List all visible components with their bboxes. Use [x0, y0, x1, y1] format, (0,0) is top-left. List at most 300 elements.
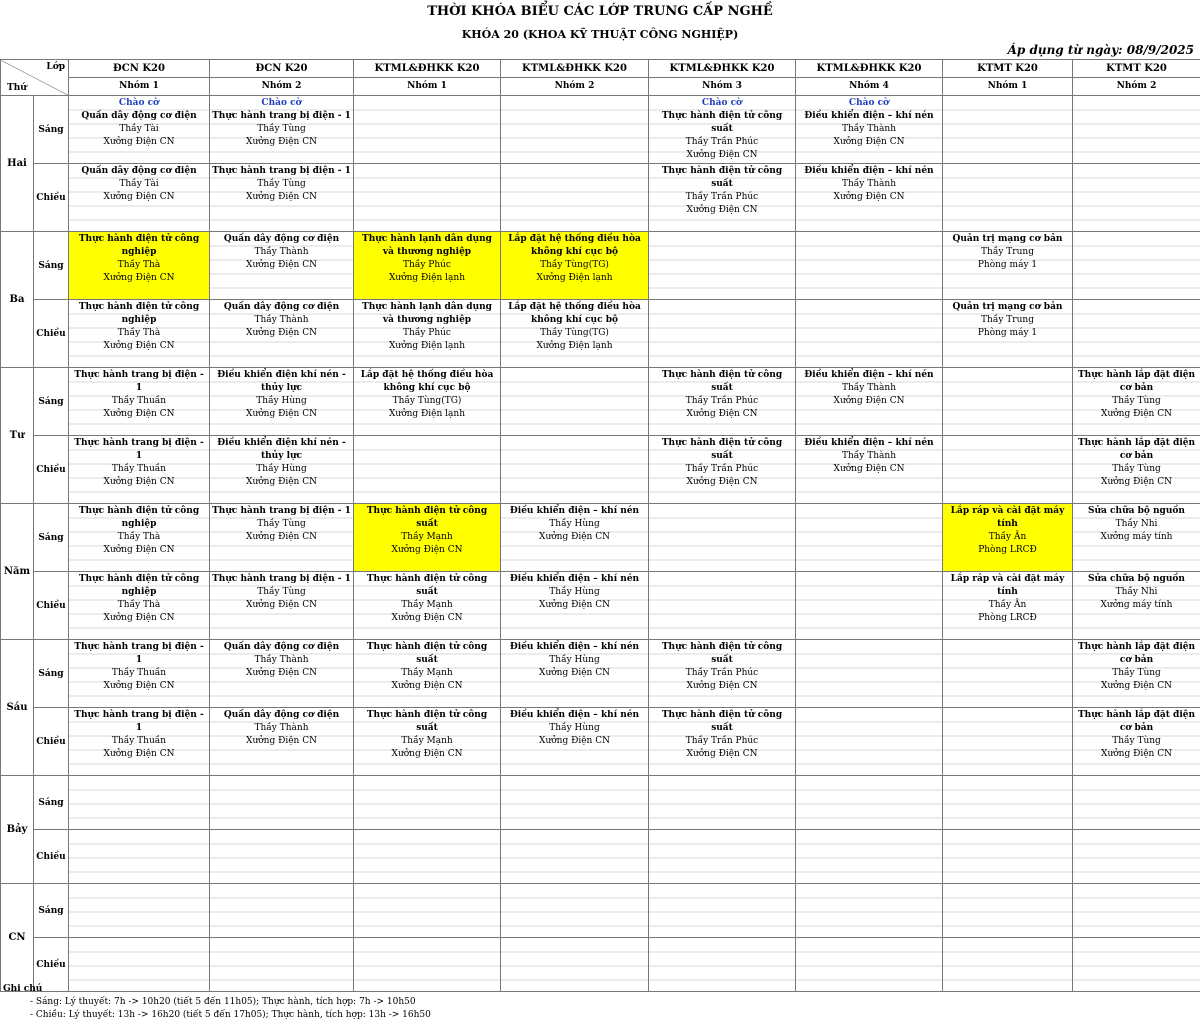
- class-slot: [354, 368, 501, 436]
- teacher-name: Thầy Hùng: [549, 655, 600, 665]
- empty-slot: [1073, 232, 1200, 300]
- class-slot: [943, 300, 1073, 368]
- subject-name: Điều khiển điện – khí nén: [804, 438, 934, 448]
- empty-slot: [1073, 776, 1200, 830]
- empty-slot: [1073, 300, 1200, 368]
- session-row: [1, 164, 1200, 232]
- class-slot: [501, 640, 649, 708]
- teacher-name: Thầy Thành: [254, 247, 309, 257]
- class-group-header: Nhóm 2: [501, 78, 649, 96]
- class-slot: [210, 572, 354, 640]
- subject-name: Sửa chữa bộ nguồn: [1088, 506, 1185, 516]
- room-name: Xưởng Điện CN: [103, 681, 175, 691]
- session-row: [1, 96, 1200, 164]
- subject-name: Thực hành điện tử công nghiệp: [78, 302, 200, 325]
- empty-slot: [649, 232, 796, 300]
- class-slot: [649, 436, 796, 504]
- session-label: Sáng: [34, 232, 69, 300]
- empty-slot: [210, 830, 354, 884]
- class-slot: [210, 96, 354, 164]
- class-slot: [354, 300, 501, 368]
- empty-slot: [943, 96, 1073, 164]
- class-slot: [210, 164, 354, 232]
- corner-thu-label: Thứ: [7, 83, 27, 93]
- room-name: Xưởng Điện CN: [1101, 681, 1172, 691]
- room-name: Xưởng Điện CN: [103, 409, 175, 419]
- subject-name: Quấn dây động cơ điện: [223, 234, 340, 244]
- empty-slot: [796, 708, 943, 776]
- room-name: Xưởng Điện CN: [539, 600, 610, 610]
- subject-name: Điều khiển điện – khí nén: [509, 642, 640, 652]
- session-label: Chiều: [34, 164, 69, 232]
- subject-name: Thực hành lạnh dân dụng và thương nghiệp: [362, 302, 492, 325]
- teacher-name: Thầy Thành: [254, 315, 309, 325]
- day-label: Tư: [1, 368, 34, 504]
- subject-name: Thực hành điện tử công suất: [661, 438, 783, 461]
- empty-slot: [649, 504, 796, 572]
- subject-name: Thực hành điện tử công suất: [366, 574, 488, 597]
- empty-slot: [796, 640, 943, 708]
- teacher-name: Thầy Tài: [119, 124, 159, 134]
- corner-cell: [1, 60, 69, 96]
- empty-slot: [501, 96, 649, 164]
- session-row: [1, 300, 1200, 368]
- teacher-name: Thầy Thà: [117, 600, 161, 610]
- class-group-header: Nhóm 3: [649, 78, 796, 96]
- subject-name: Thực hành lắp đặt điện cơ bản: [1077, 710, 1196, 733]
- class-group-header: Nhóm 4: [796, 78, 943, 96]
- subject-name: Thực hành điện tử công suất: [661, 166, 783, 189]
- subject-name: Thực hành trang bị điện - 1: [74, 370, 204, 393]
- class-slot: [69, 368, 210, 436]
- teacher-name: Thầy Ân: [988, 600, 1027, 610]
- subject-name: Thực hành điện tử công suất: [366, 710, 488, 733]
- subject-name: Thực hành lắp đặt điện cơ bản: [1077, 438, 1196, 461]
- room-name: Xưởng Điện CN: [1101, 477, 1172, 487]
- teacher-name: Thầy Thuần: [111, 668, 167, 678]
- room-name: Xưởng Điện CN: [686, 681, 758, 691]
- teacher-name: Thầy Hùng: [549, 723, 600, 733]
- session-row: [1, 830, 1200, 884]
- room-name: Xưởng máy tính: [1100, 532, 1173, 542]
- teacher-name: Thầy Thuần: [111, 736, 167, 746]
- subject-name: Quấn dây động cơ điện: [81, 111, 197, 121]
- class-slot: [210, 708, 354, 776]
- session-label: Sáng: [34, 640, 69, 708]
- subject-name: Lắp đặt hệ thống điều hòa không khí cục bộ: [508, 302, 641, 325]
- empty-slot: [210, 884, 354, 938]
- empty-slot: [943, 640, 1073, 708]
- empty-slot: [943, 708, 1073, 776]
- room-name: Phòng LRCĐ: [978, 545, 1037, 555]
- empty-slot: [69, 776, 210, 830]
- room-name: Xưởng Điện lạnh: [536, 341, 613, 351]
- room-name: Xưởng Điện lạnh: [388, 341, 465, 351]
- class-slot: [943, 572, 1073, 640]
- empty-slot: [501, 776, 649, 830]
- room-name: Xưởng Điện CN: [833, 464, 905, 474]
- room-name: Xưởng Điện CN: [686, 409, 758, 419]
- teacher-name: Thầy Thuần: [111, 396, 167, 406]
- class-slot: [501, 572, 649, 640]
- empty-slot: [501, 368, 649, 436]
- class-slot: [354, 504, 501, 572]
- class-slot: [501, 504, 649, 572]
- class-slot: [210, 640, 354, 708]
- empty-slot: [796, 300, 943, 368]
- day-label: Năm: [1, 504, 34, 640]
- session-row: [1, 232, 1200, 300]
- teacher-name: Thầy Trung: [981, 247, 1034, 257]
- subject-name: Lắp đặt hệ thống điều hòa không khí cục bộ: [508, 234, 641, 257]
- class-slot: [501, 708, 649, 776]
- page-subtitle: KHÓA 20 (KHOA KỸ THUẬT CÔNG NGHIỆP): [461, 28, 739, 41]
- session-label: Chiều: [34, 938, 69, 992]
- empty-slot: [796, 232, 943, 300]
- class-slot: [210, 300, 354, 368]
- class-slot: [649, 708, 796, 776]
- class-name-header: KTML&ĐHKK K20: [354, 60, 501, 78]
- subject-name: Thực hành điện tử công suất: [661, 370, 783, 393]
- teacher-name: Thầy Hùng: [549, 587, 600, 597]
- room-name: Xưởng Điện CN: [833, 192, 905, 202]
- class-slot: [649, 368, 796, 436]
- room-name: Phòng máy 1: [977, 328, 1038, 338]
- subject-name: Điều khiển điện khí nén - thủy lực: [217, 438, 346, 461]
- timetable: [0, 59, 1200, 992]
- subject-name: Thực hành điện tử công suất: [366, 506, 488, 529]
- subject-name: Quấn dây động cơ điện: [223, 642, 340, 652]
- applied-date: Áp dụng từ ngày: 08/9/2025: [1007, 43, 1194, 57]
- session-label: Sáng: [34, 884, 69, 938]
- subject-name: Thực hành trang bị điện - 1: [74, 438, 204, 461]
- class-slot: [1073, 368, 1200, 436]
- class-slot: [210, 368, 354, 436]
- teacher-name: Thầy Trần Phúc: [685, 736, 759, 746]
- subject-name: Thực hành điện tử công suất: [366, 642, 488, 665]
- session-row: [1, 436, 1200, 504]
- session-row: [1, 884, 1200, 938]
- flag-ceremony-label: Chào cờ: [118, 98, 160, 108]
- empty-slot: [943, 938, 1073, 992]
- subject-name: Quấn dây động cơ điện: [223, 710, 340, 720]
- day-label: Sáu: [1, 640, 34, 776]
- subject-name: Điều khiển điện – khí nén: [804, 166, 934, 176]
- subject-name: Thực hành điện tử công nghiệp: [78, 234, 200, 257]
- empty-slot: [943, 884, 1073, 938]
- class-slot: [69, 96, 210, 164]
- class-name-header: KTML&ĐHKK K20: [649, 60, 796, 78]
- room-name: Xưởng Điện lạnh: [388, 409, 465, 419]
- teacher-name: Thầy Trần Phúc: [685, 668, 759, 678]
- subject-name: Thực hành điện tử công suất: [661, 710, 783, 733]
- room-name: Xưởng Điện CN: [539, 668, 610, 678]
- class-group-header: Nhóm 1: [69, 78, 210, 96]
- session-row: [1, 776, 1200, 830]
- room-name: Xưởng Điện CN: [246, 192, 317, 202]
- day-label: CN: [1, 884, 34, 992]
- room-name: Xưởng Điện CN: [686, 477, 758, 487]
- teacher-name: Thầy Hùng: [549, 519, 600, 529]
- teacher-name: Thầy Trần Phúc: [685, 396, 759, 406]
- room-name: Xưởng Điện CN: [246, 260, 317, 270]
- class-slot: [69, 436, 210, 504]
- class-slot: [354, 572, 501, 640]
- class-slot: [796, 368, 943, 436]
- empty-slot: [943, 776, 1073, 830]
- teacher-name: Thầy Trung: [981, 315, 1034, 325]
- flag-ceremony-label: Chào cờ: [848, 98, 890, 108]
- class-slot: [354, 640, 501, 708]
- class-name-header: KTMT K20: [943, 60, 1073, 78]
- subject-name: Thực hành điện tử công nghiệp: [78, 574, 200, 597]
- page-title: THỜI KHÓA BIỂU CÁC LỚP TRUNG CẤP NGHỀ: [427, 4, 773, 19]
- room-name: Xưởng Điện CN: [539, 736, 610, 746]
- empty-slot: [649, 300, 796, 368]
- teacher-name: Thầy Tùng: [257, 587, 306, 597]
- empty-slot: [796, 504, 943, 572]
- class-name-header: KTML&ĐHKK K20: [796, 60, 943, 78]
- empty-slot: [501, 830, 649, 884]
- room-name: Phòng máy 1: [977, 260, 1038, 270]
- empty-slot: [354, 96, 501, 164]
- empty-slot: [501, 938, 649, 992]
- class-slot: [69, 300, 210, 368]
- class-slot: [501, 300, 649, 368]
- empty-slot: [943, 830, 1073, 884]
- notes-label: Ghi chú: [3, 984, 43, 994]
- room-name: Xưởng Điện CN: [246, 600, 317, 610]
- session-label: Chiều: [34, 708, 69, 776]
- subject-name: Quản trị mạng cơ bản: [952, 234, 1063, 244]
- empty-slot: [1073, 884, 1200, 938]
- room-name: Xưởng Điện CN: [833, 396, 905, 406]
- room-name: Xưởng Điện CN: [103, 341, 175, 351]
- subject-name: Sửa chữa bộ nguồn: [1088, 574, 1185, 584]
- empty-slot: [69, 884, 210, 938]
- empty-slot: [1073, 938, 1200, 992]
- subject-name: Thực hành điện tử công nghiệp: [78, 506, 200, 529]
- class-slot: [943, 232, 1073, 300]
- empty-slot: [796, 830, 943, 884]
- class-slot: [1073, 572, 1200, 640]
- note-line: - Chiều: Lý thuyết: 13h -> 16h20 (tiết 5 đến 17h05); Thực hành, tích hợp: 13h -> 16h50: [30, 1010, 431, 1020]
- room-name: Xưởng Điện CN: [246, 532, 317, 542]
- subject-name: Điều khiển điện – khí nén: [509, 710, 640, 720]
- subject-name: Điều khiển điện – khí nén: [509, 574, 640, 584]
- subject-name: Điều khiển điện – khí nén: [804, 370, 934, 380]
- room-name: Xưởng Điện CN: [539, 532, 610, 542]
- day-label: Ba: [1, 232, 34, 368]
- session-label: Chiều: [34, 300, 69, 368]
- subject-name: Thực hành điện tử công suất: [661, 111, 783, 134]
- empty-slot: [796, 884, 943, 938]
- subject-name: Thực hành trang bị điện - 1: [212, 506, 351, 516]
- teacher-name: Thầy Ân: [988, 532, 1027, 542]
- room-name: Xưởng Điện CN: [103, 273, 175, 283]
- subject-name: Điều khiển điện – khí nén: [509, 506, 640, 516]
- class-slot: [1073, 436, 1200, 504]
- class-slot: [649, 164, 796, 232]
- subject-name: Thực hành trang bị điện - 1: [74, 642, 204, 665]
- subject-name: Quản trị mạng cơ bản: [952, 302, 1063, 312]
- room-name: Xưởng Điện CN: [103, 477, 175, 487]
- subject-name: Thực hành trang bị điện - 1: [212, 111, 351, 121]
- empty-slot: [649, 830, 796, 884]
- teacher-name: Thầy Hùng: [256, 464, 307, 474]
- empty-slot: [501, 436, 649, 504]
- empty-slot: [1073, 96, 1200, 164]
- subject-name: Lắp ráp và cài đặt máy tính: [950, 506, 1065, 529]
- teacher-name: Thầy Tùng: [1112, 464, 1161, 474]
- teacher-name: Thầy Thuần: [111, 464, 167, 474]
- class-slot: [69, 572, 210, 640]
- class-slot: [69, 164, 210, 232]
- class-slot: [69, 708, 210, 776]
- room-name: Xưởng Điện lạnh: [388, 273, 465, 283]
- empty-slot: [1073, 164, 1200, 232]
- teacher-name: Thầy Tùng(TG): [392, 396, 462, 406]
- room-name: Xưởng Điện CN: [686, 749, 758, 759]
- empty-slot: [943, 436, 1073, 504]
- day-label: Hai: [1, 96, 34, 232]
- session-label: Sáng: [34, 96, 69, 164]
- empty-slot: [69, 830, 210, 884]
- class-name-header: KTMT K20: [1073, 60, 1200, 78]
- class-slot: [69, 232, 210, 300]
- room-name: Xưởng Điện CN: [103, 192, 175, 202]
- class-slot: [1073, 504, 1200, 572]
- room-name: Xưởng Điện CN: [391, 749, 463, 759]
- class-slot: [210, 504, 354, 572]
- subject-name: Lắp ráp và cài đặt máy tính: [950, 574, 1065, 597]
- class-slot: [354, 708, 501, 776]
- empty-slot: [649, 884, 796, 938]
- session-label: Sáng: [34, 504, 69, 572]
- teacher-name: Thầy Tùng: [257, 519, 306, 529]
- room-name: Xưởng Điện CN: [246, 736, 317, 746]
- class-group-header: Nhóm 2: [210, 78, 354, 96]
- teacher-name: Thầy Tùng: [257, 179, 306, 189]
- class-slot: [796, 164, 943, 232]
- teacher-name: Thầy Nhi: [1115, 519, 1158, 529]
- class-slot: [354, 232, 501, 300]
- room-name: Xưởng Điện CN: [103, 613, 175, 623]
- room-name: Xưởng Điện CN: [246, 137, 317, 147]
- flag-ceremony-label: Chào cờ: [261, 98, 302, 108]
- teacher-name: Thầy Thà: [117, 260, 161, 270]
- session-row: [1, 708, 1200, 776]
- class-name-header: ĐCN K20: [210, 60, 354, 78]
- room-name: Xưởng Điện CN: [103, 137, 175, 147]
- class-group-header: Nhóm 1: [354, 78, 501, 96]
- room-name: Xưởng Điện CN: [246, 477, 317, 487]
- teacher-name: Thầy Tùng(TG): [540, 328, 609, 338]
- teacher-name: Thầy Mạnh: [401, 736, 453, 746]
- subject-name: Thực hành lạnh dân dụng và thương nghiệp: [362, 234, 492, 257]
- room-name: Phòng LRCĐ: [978, 613, 1037, 623]
- class-slot: [210, 436, 354, 504]
- teacher-name: Thầy Phúc: [403, 260, 451, 270]
- subject-name: Quấn dây động cơ điện: [223, 302, 340, 312]
- empty-slot: [354, 884, 501, 938]
- class-group-header: Nhóm 2: [1073, 78, 1200, 96]
- empty-slot: [649, 572, 796, 640]
- empty-slot: [649, 776, 796, 830]
- empty-slot: [649, 938, 796, 992]
- class-slot: [649, 96, 796, 164]
- room-name: Xưởng Điện CN: [686, 205, 758, 215]
- teacher-name: Thầy Mạnh: [401, 600, 453, 610]
- room-name: Xưởng Điện CN: [391, 545, 463, 555]
- teacher-name: Thầy Thành: [254, 723, 309, 733]
- session-label: Sáng: [34, 368, 69, 436]
- teacher-name: Thầy Hùng: [256, 396, 307, 406]
- subject-name: Lắp đặt hệ thống điều hòa không khí cục bộ: [360, 370, 494, 393]
- room-name: Xưởng Điện CN: [391, 681, 463, 691]
- room-name: Xưởng Điện CN: [686, 150, 758, 160]
- class-group-header: Nhóm 1: [943, 78, 1073, 96]
- empty-slot: [210, 776, 354, 830]
- empty-slot: [943, 368, 1073, 436]
- room-name: Xưởng Điện CN: [833, 137, 905, 147]
- session-label: Sáng: [34, 776, 69, 830]
- room-name: Xưởng Điện CN: [1101, 749, 1172, 759]
- day-label: Bảy: [1, 776, 34, 884]
- teacher-name: Thầy Phúc: [403, 328, 451, 338]
- teacher-name: Thầy Tùng: [1112, 736, 1161, 746]
- teacher-name: Thầy Thà: [117, 532, 161, 542]
- empty-slot: [501, 884, 649, 938]
- teacher-name: Thầy Trần Phúc: [685, 464, 759, 474]
- class-slot: [1073, 640, 1200, 708]
- empty-slot: [796, 938, 943, 992]
- empty-slot: [501, 164, 649, 232]
- session-row: [1, 572, 1200, 640]
- teacher-name: Thầy Thành: [841, 179, 897, 189]
- corner-lop-label: Lớp: [46, 62, 65, 72]
- teacher-name: Thầy Nhi: [1115, 587, 1158, 597]
- class-slot: [943, 504, 1073, 572]
- subject-name: Thực hành trang bị điện - 1: [74, 710, 204, 733]
- subject-name: Thực hành lắp đặt điện cơ bản: [1077, 642, 1196, 665]
- teacher-name: Thầy Thành: [841, 124, 897, 134]
- teacher-name: Thầy Trần Phúc: [685, 137, 759, 147]
- room-name: Xưởng Điện CN: [246, 328, 317, 338]
- class-slot: [796, 96, 943, 164]
- teacher-name: Thầy Thà: [117, 328, 161, 338]
- class-slot: [649, 640, 796, 708]
- teacher-name: Thầy Thành: [254, 655, 309, 665]
- room-name: Xưởng Điện CN: [1101, 409, 1172, 419]
- class-slot: [1073, 708, 1200, 776]
- class-slot: [69, 504, 210, 572]
- session-label: Chiều: [34, 830, 69, 884]
- room-name: Xưởng máy tính: [1100, 600, 1173, 610]
- empty-slot: [1073, 830, 1200, 884]
- subject-name: Điều khiển điện khí nén - thủy lực: [217, 370, 346, 393]
- empty-slot: [796, 572, 943, 640]
- empty-slot: [796, 776, 943, 830]
- teacher-name: Thầy Tùng: [257, 124, 306, 134]
- room-name: Xưởng Điện CN: [246, 409, 317, 419]
- teacher-name: Thầy Mạnh: [401, 668, 453, 678]
- teacher-name: Thầy Thành: [841, 383, 897, 393]
- teacher-name: Thầy Tùng: [1112, 396, 1161, 406]
- room-name: Xưởng Điện lạnh: [536, 273, 613, 283]
- subject-name: Thực hành lắp đặt điện cơ bản: [1077, 370, 1196, 393]
- room-name: Xưởng Điện CN: [391, 613, 463, 623]
